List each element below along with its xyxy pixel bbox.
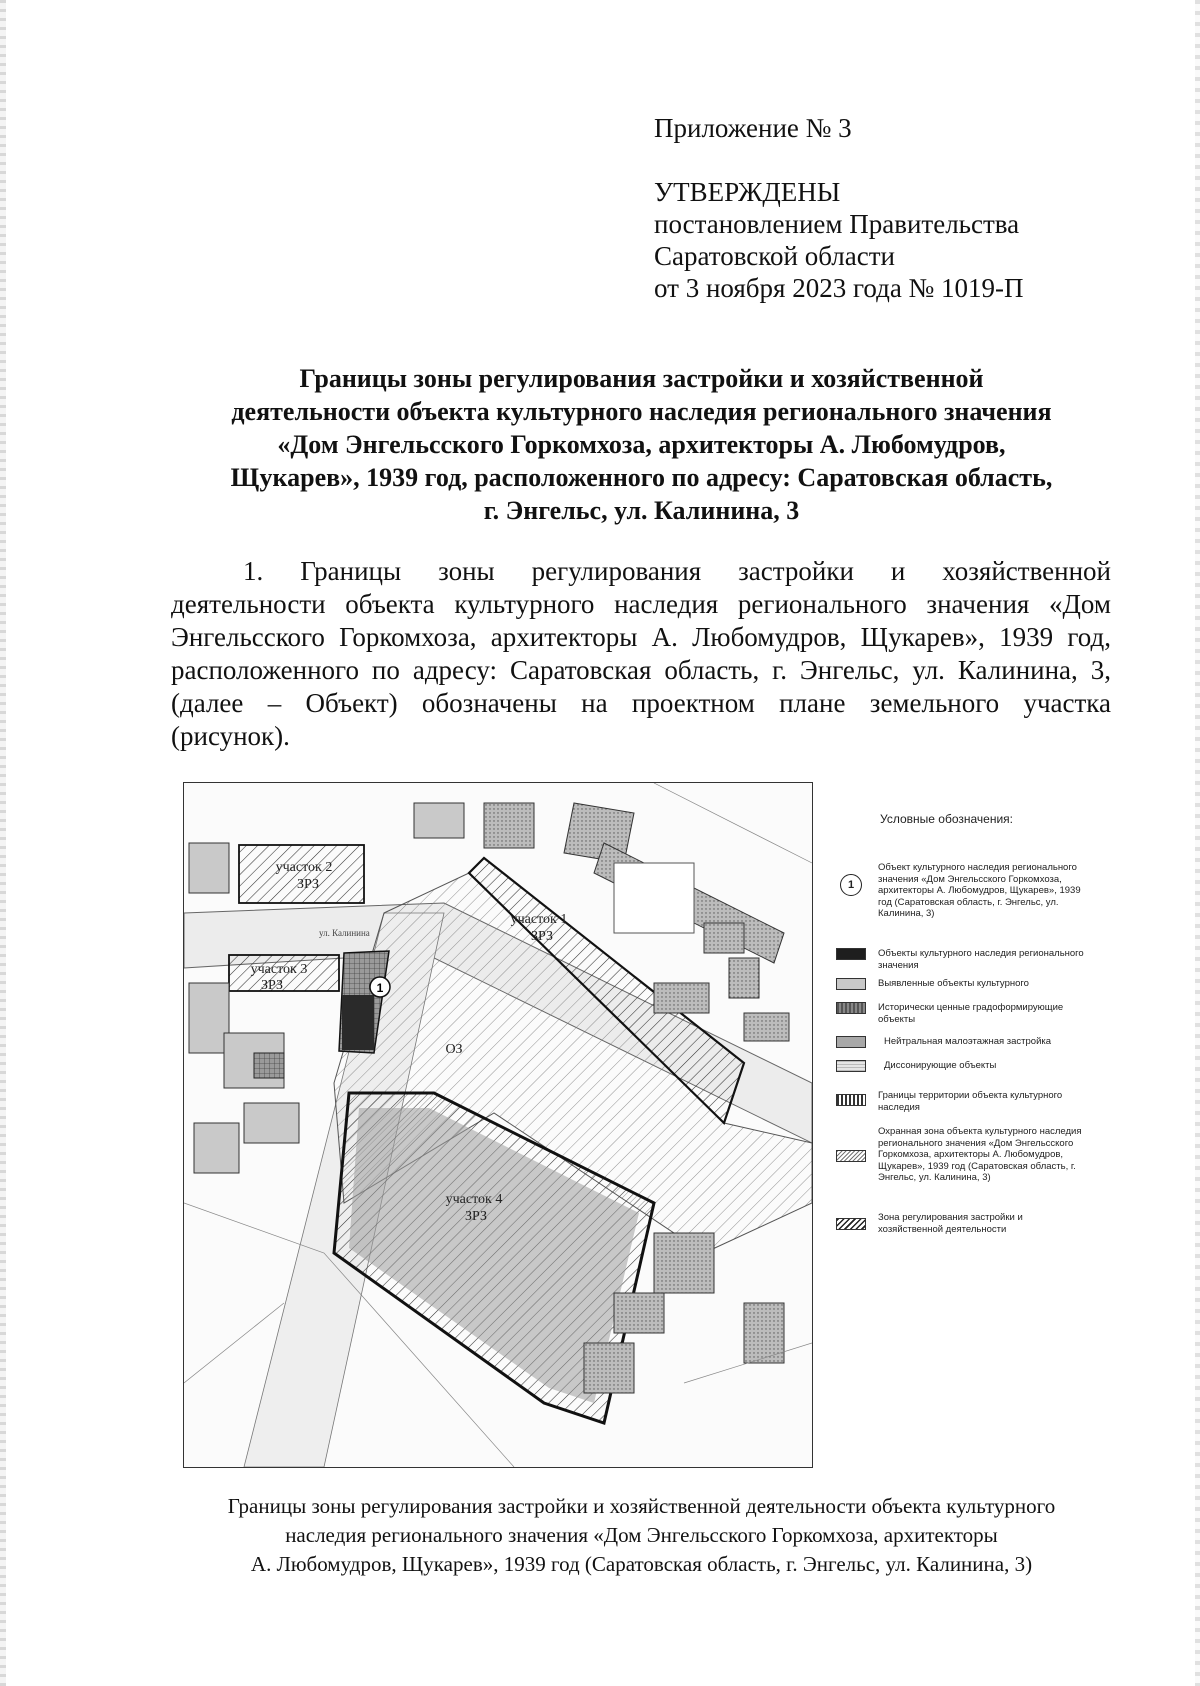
legend-swatch [836, 1094, 866, 1106]
legend-text: Объект культурного наследия регионального значения «Дом Энгельсского Горкомхоза, архитекторы А. Любомудров, Щукарев», 1939 год (Саратовская область, г. Энгельс, ул. Калинина, 3) [878, 862, 1081, 919]
site-plan-drawing [184, 783, 812, 1467]
appendix-number: Приложение № 3 [654, 113, 852, 143]
legend-text: Охранная зона объекта культурного наследия регионального значения «Дом Энгельсского Горкомхоза, архитекторы А. Любомудров, Щукарев», 1939 год (Саратовская область, г. Энгельс, ул. Калинина, 3) [878, 1126, 1082, 1183]
body-paragraph [171, 555, 1111, 753]
map-legend [836, 812, 1086, 1235]
title-line: «Дом Энгельсского Горкомхоза, архитекторы А. Любомудров, [277, 430, 1006, 459]
scan-edge-right [1195, 0, 1200, 1686]
legend-title: Условные обозначения: [880, 812, 1013, 826]
approval-block [654, 112, 1024, 304]
approval-line-2: Саратовской области [654, 241, 895, 271]
title-line: Границы зоны регулирования застройки и хозяйственной [299, 364, 984, 393]
title-line: г. Энгельс, ул. Калинина, 3 [483, 496, 800, 525]
legend-text: Зона регулирования застройки и хозяйственной деятельности [878, 1212, 1023, 1235]
legend-text: Нейтральная малоэтажная застройка [884, 1036, 1052, 1047]
caption-line: Границы зоны регулирования застройки и хозяйственной деятельности объекта культурного [227, 1494, 1056, 1518]
legend-swatch [836, 1150, 866, 1162]
legend-swatch [836, 1002, 866, 1014]
legend-swatch [836, 1036, 866, 1048]
plot-2-label: участок 2 [275, 860, 333, 875]
site-plan-map [183, 782, 813, 1468]
figure-caption [150, 1492, 1133, 1579]
paragraph-line: 1. Границы зоны регулирования застройки и хозяйственной [243, 556, 1111, 586]
legend-text: Диссонирующие объекты [884, 1060, 997, 1071]
caption-line: А. Любомудров, Щукарев», 1939 год (Саратовская область, г. Энгельс, ул. Калинина, 3) [250, 1552, 1033, 1576]
paragraph-line: Энгельсского Горкомхоза, архитекторы А. Любомудров, Щукарев», 1939 год, [171, 622, 1111, 652]
caption-line: наследия регионального значения «Дом Энгельсского Горкомхоза, архитекторы [285, 1523, 998, 1547]
approval-line-3: от 3 ноября 2023 года № 1019-П [654, 273, 1024, 303]
paragraph-line: (рисунок). [171, 721, 290, 751]
legend-swatch [836, 1218, 866, 1230]
legend-swatch [836, 1060, 866, 1072]
plot-4-zone: ЗРЗ [465, 1209, 487, 1224]
document-title [150, 362, 1133, 527]
protection-zone-label: ОЗ [445, 1042, 463, 1057]
legend-object-marker: 1 [840, 874, 862, 896]
plot-1-label: участок 1 [510, 912, 568, 927]
title-line: деятельности объекта культурного наследия регионального значения [231, 397, 1052, 426]
object-marker [370, 977, 390, 997]
plot-4-label: участок 4 [445, 1192, 503, 1207]
street-label: ул. Калинина [319, 928, 370, 938]
plot-3-zone: ЗРЗ [261, 978, 283, 993]
approval-line-1: постановлением Правительства [654, 209, 1020, 239]
paragraph-line: (далее – Объект) обозначены на проектном плане земельного участка [171, 688, 1111, 718]
approved-heading: УТВЕРЖДЕНЫ [654, 177, 841, 207]
title-line: Щукарев», 1939 год, расположенного по адресу: Саратовская область, [230, 463, 1053, 492]
scan-edge-left [0, 0, 6, 1686]
object-marker-number: 1 [376, 981, 384, 995]
legend-swatch [836, 948, 866, 960]
plot-3-label: участок 3 [250, 962, 308, 977]
legend-text: Исторически ценные градоформирующие объекты [878, 1002, 1064, 1025]
plot-2-zone: ЗРЗ [297, 877, 319, 892]
paragraph-line: деятельности объекта культурного наследия регионального значения «Дом [171, 589, 1111, 619]
paragraph-line: расположенного по адресу: Саратовская область, г. Энгельс, ул. Калинина, 3, [171, 655, 1111, 685]
legend-swatch [836, 978, 866, 990]
legend-text: Объекты культурного наследия регионального значения [878, 948, 1084, 971]
legend-text: Границы территории объекта культурного наследия [878, 1090, 1063, 1113]
legend-text: Выявленные объекты культурного [878, 978, 1029, 989]
plot-1-zone: ЗРЗ [531, 929, 553, 944]
